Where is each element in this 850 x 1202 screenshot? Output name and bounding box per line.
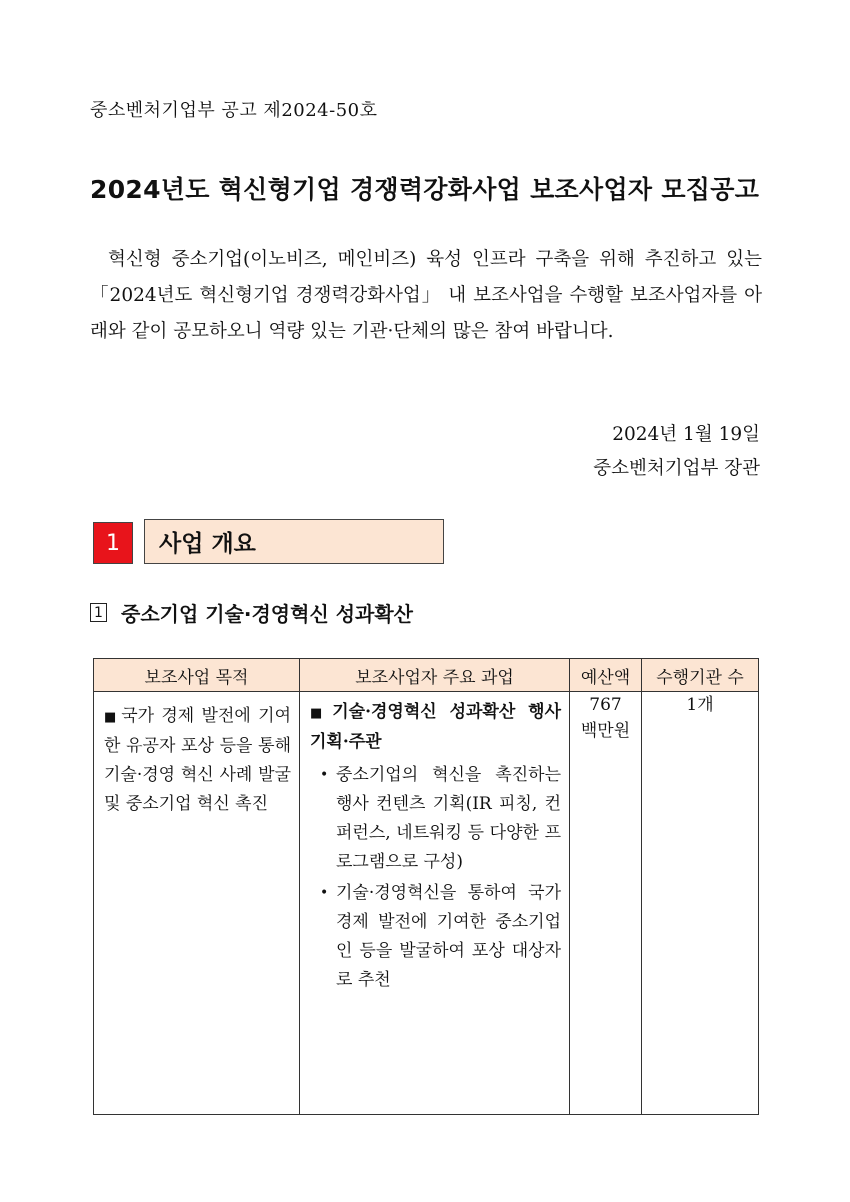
budget-unit: 백만원 [580,721,631,741]
section-number-badge: 1 [93,522,133,564]
list-item: • 기술·경영혁신을 통하여 국가 경제 발전에 기여한 중소기업인 등을 발굴하여 포상 대상자로 추천 [310,879,561,995]
subsection-heading [90,598,413,627]
header-purpose: 보조사업 목적 [94,659,300,692]
tasks-block [300,692,569,995]
intro-text: 혁신형 중소기업(이노비즈, 메인비즈) 육성 인프라 구축을 위해 추진하고 있는 「2024년도 혁신형기업 경쟁력강화사업」 내 보조사업을 수행할 보조사업자를 아래와 같이 공모하오니 역량 있는 기관·단체의 많은 참여 바랍니다. [90,249,762,342]
task-title: 기술·경영혁신 성과확산 행사 기획·주관 [310,702,561,752]
header-agencies: 수행기관 수 [642,659,759,692]
tasks-cell [300,692,570,1115]
task-title-line [310,698,561,757]
agencies-cell [642,692,759,1115]
budget-amount: 767 [589,695,622,715]
purpose-cell [94,692,300,1115]
list-item: • 중소기업의 혁신을 촉진하는 행사 컨텐츠 기획(IR 피칭, 컨퍼런스, 네트워킹 등 다양한 프로그램으로 구성) [310,761,561,877]
square-bullet-icon: ■ [310,706,330,721]
issuer: 중소벤처기업부 장관 [593,458,760,479]
table-header-row [94,659,759,692]
page-title: 2024년도 혁신형기업 경쟁력강화사업 보조사업자 모집공고 [90,175,760,204]
budget-cell [570,692,642,1115]
square-bullet-icon: ■ [104,710,119,725]
agencies-count: 1개 [686,695,714,715]
boxed-number: 1 [90,603,107,622]
task-list [310,761,561,995]
announcement-date: 2024년 1월 19일 [612,424,760,445]
header-budget: 예산액 [570,659,642,692]
subsection-title: 중소기업 기술·경영혁신 성과확산 [121,602,414,626]
purpose-text-block [94,692,299,819]
table-row [94,692,759,1115]
subsidy-table [93,658,759,1115]
purpose-text: 국가 경제 발전에 기여한 유공자 포상 등을 통해 기술·경영 혁신 사례 발굴 및 중소기업 혁신 촉진 [104,706,291,814]
notice-number: 중소벤처기업부 공고 제2024-50호 [90,100,378,121]
intro-paragraph [90,242,762,350]
section-title: 사업 개요 [144,519,444,564]
header-tasks: 보조사업자 주요 과업 [300,659,570,692]
